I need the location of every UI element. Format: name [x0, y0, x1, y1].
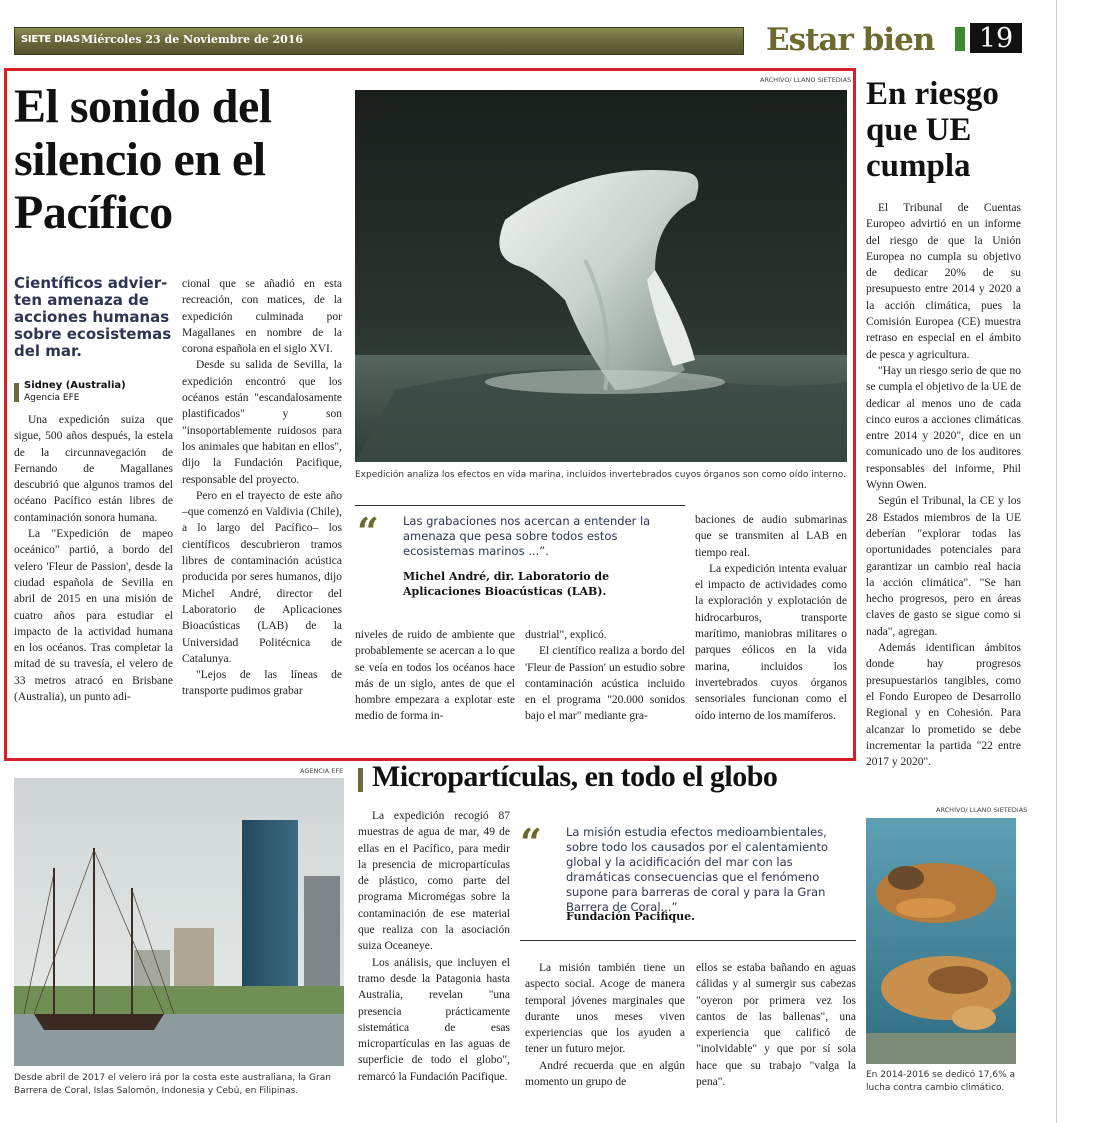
article-column-3 [355, 627, 515, 725]
pull-quote: La misión estudia efectos medioambientales, sobre todo los causados por el calentamiento global y la acidificación del mar con las dramáticas consecuencias que el fenómeno supone para barreras de coral y para la Gran Barrera de Coral...” [566, 825, 829, 914]
byline-agency: Agencia EFE [24, 393, 80, 403]
photo-caption: En 2014-2016 se dedicó 17,6% a lucha contra cambio climático. [866, 1070, 1016, 1093]
sidebar-body [866, 200, 1021, 770]
article-column-5 [695, 512, 847, 724]
photo-credit: ARCHIVO/ LLANO SIETEDIAS [760, 76, 852, 84]
issue-date: Miércoles 23 de Noviembre de 2016 [81, 33, 304, 46]
byline-marker [14, 383, 19, 402]
paragraph: La expedición intenta evaluar el impacto de actividades como la exploración y explotación de hidrocarburos, transporte marítimo, maniobras militares o parques eólicos en la vida marina, incluidos los invertebrados cuyos órganos sensoriales funcionan como el oído interno de los mamíferos. [695, 562, 847, 722]
article-subheadline: Científicos advier-ten amenaza de acciones humanas sobre ecosistemas del mar. [14, 274, 172, 360]
second-story-column-1 [358, 808, 510, 1085]
header-bar [14, 27, 744, 55]
quote-divider [520, 940, 856, 941]
pull-quote: Las grabaciones nos acercan a entender la amenaza que pesa sobre todos estos ecosistemas marinos ...”. [403, 514, 651, 558]
paragraph: "Lejos de las líneas de transporte pudimos grabar [182, 669, 342, 698]
article-column-4 [525, 627, 685, 725]
paragraph: El científico realiza a bordo del 'Fleur de Passion' un estudio sobre contaminación acústica incluido en el programa "20.000 sonidos bajo el mar" mediante gra- [525, 645, 685, 723]
second-story-column-3 [696, 960, 856, 1090]
quote-marks-icon: “ [357, 509, 379, 554]
photo-credit: AGENCIA EFE [300, 767, 344, 775]
paragraph: Según el Tribunal, la CE y los 28 Estados miembros de la UE deberían "explorar todas las oportunidades potenciales para garantizar un cambio real hacia la acción climática". "Se han hecho progresos, pero en áreas claves de gasto se sigue como si nada", agregan. [866, 495, 1021, 638]
article-column-2 [182, 276, 342, 700]
photo-credit: ARCHIVO/ LLANO SIETEDIAS [936, 806, 1028, 814]
paragraph: La expedición recogió 87 muestras de agua de mar, 49 de ellas en el Pacífico, para medir la presencia de micropartículas de plástico, como parte del programa Micromégas sobre la contaminación de ese material que realiza con la asociación suiza Oceaneye. [358, 810, 510, 953]
quote-author: Michel André, dir. Laboratorio de Aplicaciones Bioacústicas (LAB). [403, 570, 610, 598]
paragraph: Desde su salida de Sevilla, la expedición encontró que los océanos están "escandalosamente plastificados" y son "insoportablemente ruidosos para los animales que habitan en ellos", dijo la Fundación Pacifique, responsable del proyecto. [182, 359, 342, 486]
article-column-1 [14, 412, 173, 705]
quote-divider [355, 505, 685, 506]
paragraph: Los análisis, que incluyen el tramo desde la Patagonia hasta Australia, revelan "una presencia prácticamente sistemática de esas micropartículas en las aguas de superficie de todo el globo", remarcó la Fundación Pacifique. [358, 956, 510, 1083]
publication-name: SIETE DIAS [21, 34, 80, 45]
section-marker [955, 27, 965, 51]
byline-place: Sidney (Australia) [24, 380, 126, 391]
article-headline: El sonido del silencio en el Pacífico [14, 80, 272, 239]
page-edge-divider [1056, 0, 1057, 1123]
paragraph: Además identifican ámbitos donde hay progresos presupuestarios tangibles, como el Fondo Europeo de Desarrollo Regional y en Cohesión. Para alcanzar lo prometido se debe incrementar la partida "22 entre 2017 y 2020". [866, 642, 1021, 769]
turtle-photo [866, 818, 1016, 1064]
paragraph: Una expedición suiza que sigue, 500 años después, la estela de la circunnavegación de Fernando de Magallanes descubrió que algunos tramos del océano Pacífico están libres de contaminación sonora humana. [14, 414, 173, 524]
second-story-column-2 [525, 960, 685, 1090]
ship-photo [14, 778, 344, 1066]
paragraph: niveles de ruido de ambiente que probablemente se acercan a lo que se veía en todos los océanos hace más de un siglo, antes de que el hombre empezara a explotar este medio de forma in- [355, 629, 515, 723]
paragraph: "Hay un riesgo serio de que no se cumpla el objetivo de la UE de dedicar al menos uno de cada cinco euros a acciones climáticas entre 2014 y 2020", dice en un comunicado uno de los auditores responsables del informe, Phil Wynn Owen. [866, 364, 1021, 492]
page-number: 19 [970, 23, 1022, 53]
paragraph: cional que se añadió en esta recreación, con matices, de la expedición culminada por Magallanes en nombre de la corona española en el siglo XVI. [182, 278, 342, 356]
second-story-headline: Micropartículas, en todo el globo [372, 760, 778, 793]
paragraph: La misión también tiene un aspecto social. Acoge de manera temporal jóvenes marginales que durante unos meses viven experiencias que los ayuden a tener un futuro mejor. [525, 962, 685, 1056]
paragraph: La "Expedición de mapeo oceánico" partió, a bordo del velero 'Fleur de Passion', desde la ciudad española de Sevilla en abril de 2015 en una misión de cuatro años para estudiar el impacto de la actividad humana en los océanos. Tras completar la mitad de su travesía, el velero de 33 metros atracó en Brisbane (Australia), un punto adi- [14, 528, 173, 704]
paragraph: dustrial", explicó. [525, 629, 607, 641]
photo-caption: Expedición analiza los efectos en vida marina, incluidos invertebrados cuyos órganos son como oído interno. [355, 470, 846, 480]
paragraph: ellos se estaba bañando en aguas cálidas y al sumergir sus cabezas "oyeron por primera vez los cantos de las ballenas", una experiencia que calificó de "inolvidable" y que por sí sola hace que su trabajo "valga la pena". [696, 962, 856, 1089]
paragraph: André recuerda que en algún momento un grupo de [525, 1059, 685, 1089]
photo-caption: Desde abril de 2017 el velero irá por la costa este australiana, la Gran Barrera de Coral, Islas Salomón, Indonesia y Cebú, en Filipinas. [14, 1073, 331, 1096]
paragraph: Pero en el trayecto de este año –que comenzó en Valdivia (Chile), a lo largo del Pacífico– los científicos descubrieron tramos libres de contaminación acústica producida por seres humanos, dijo Michel André, director del Laboratorio de Aplicaciones Bioacústicas (LAB) de la Universidad Politécnica de Catalunya. [182, 489, 342, 665]
section-name: Estar bien [766, 22, 935, 58]
sidebar-title: En riesgo que UE cumpla [866, 76, 999, 184]
paragraph: baciones de audio submarinas que se transmiten al LAB en tiempo real. [695, 514, 847, 559]
quote-marks-icon: “ [520, 820, 542, 865]
paragraph: El Tribunal de Cuentas Europeo advirtió en un informe del riesgo de que la Unión Europea no cumpla su objetivo de dedicar 20% de su presupuesto entre 2014 y 2020 a la acción climática, pues la Comisión Europea (CE) muestra retraso en especial en el ámbito de pesca y agricultura. [866, 202, 1021, 361]
whale-photo [355, 90, 847, 462]
quote-author: Fundación Pacifique. [566, 910, 695, 923]
section-title-marker [358, 768, 363, 792]
